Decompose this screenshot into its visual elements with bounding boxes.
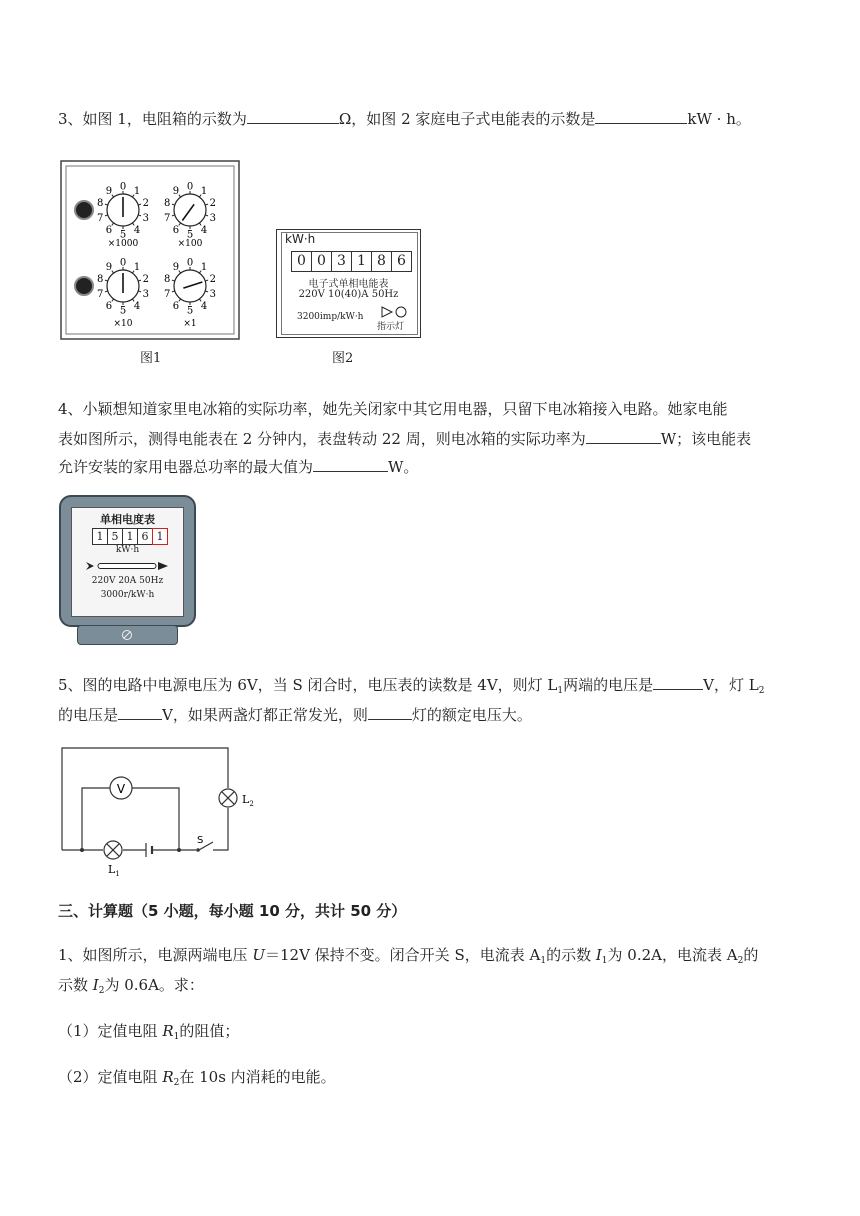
dial-number: 4 xyxy=(200,300,208,312)
var-I2: I xyxy=(92,976,99,994)
q5-blank-lamp[interactable] xyxy=(368,704,412,720)
figure-1-caption: 图1 xyxy=(140,351,162,366)
circuit-graphic xyxy=(58,742,268,882)
c1-l1e: 的 xyxy=(743,946,759,964)
screw-icon xyxy=(121,629,133,641)
c1-l1b: ＝12V 保持不变。闭合开关 S，电流表 A xyxy=(264,946,541,964)
dial-number: 9 xyxy=(105,186,113,198)
dial-number: 6 xyxy=(105,224,113,236)
dial-number: 1 xyxy=(133,186,141,198)
lamp1-label: $L_1$ xyxy=(108,863,120,878)
dial-number: 6 xyxy=(105,300,113,312)
meter-spec: 220V 20A 50Hz xyxy=(91,576,164,586)
c1-p2b: 在 10s 内消耗的电能。 xyxy=(179,1068,336,1086)
c1-p2a: （2）定值电阻 xyxy=(58,1068,163,1086)
terminal-cover xyxy=(77,625,178,645)
meter-digit: 6 xyxy=(391,251,412,272)
var-U: U xyxy=(252,946,265,964)
dial-multiplier: ×10 xyxy=(113,319,133,329)
lamp2-label: $L_2$ xyxy=(242,793,254,808)
q3-text-part3: kW · h。 xyxy=(687,110,751,128)
c1-l2a: 示数 xyxy=(58,976,93,994)
meter-rate: 3000r/kW·h xyxy=(100,590,155,600)
q5-line-2a: 的电压是 xyxy=(58,706,119,724)
figure-2-caption: 图2 xyxy=(332,351,354,366)
dial-number: 1 xyxy=(200,262,208,274)
dial-number: 0 xyxy=(119,181,127,193)
dial-number: 5 xyxy=(186,229,194,241)
dial-number: 3 xyxy=(209,288,217,300)
meter2-digits xyxy=(291,251,412,272)
dial-number: 6 xyxy=(172,300,180,312)
q5-sub-1: 1 xyxy=(557,686,564,696)
c1-part-1 xyxy=(58,1020,239,1048)
q5-line-1b: 两端的电压是 xyxy=(563,676,654,694)
dial-number: 6 xyxy=(172,224,180,236)
q5-line-2 xyxy=(58,704,532,726)
meter2-spec: 220V 10(40)A 50Hz xyxy=(298,289,399,300)
dial-number: 8 xyxy=(163,274,171,286)
q3-text-part2: Ω，如图 2 家庭电子式电能表的示数是 xyxy=(338,110,596,128)
q5-line-2b: V，如果两盏灯都正常发光，则 xyxy=(162,706,368,724)
meter2-imp: 3200imp/kW·h xyxy=(297,312,364,322)
disc-arrow-icon xyxy=(86,560,170,572)
c1-sub-i2: 2 xyxy=(98,986,105,996)
q4-line-1: 4、小颖想知道家里电冰箱的实际功率，她先关闭家中其它用电器，只留下电冰箱接入电路。她家电能 xyxy=(58,400,728,418)
meter-face xyxy=(71,507,184,617)
dial-number: 2 xyxy=(209,198,217,210)
q4-blank-max-power[interactable] xyxy=(313,456,388,472)
dial-number: 1 xyxy=(133,262,141,274)
meter-digits xyxy=(92,528,168,545)
q4-line-2b: W；该电能表 xyxy=(660,430,752,448)
c1-p1b: 的阻值； xyxy=(179,1022,240,1040)
meter-digit: 0 xyxy=(311,251,332,272)
meter-digit: 3 xyxy=(331,251,352,272)
dial-number: 4 xyxy=(200,224,208,236)
meter-digit: 1 xyxy=(122,528,138,545)
meter-digit: 8 xyxy=(371,251,392,272)
dial-number: 5 xyxy=(119,305,127,317)
circuit-diagram xyxy=(58,742,268,886)
c1-sub-i1: 1 xyxy=(601,956,608,966)
dial-number: 9 xyxy=(172,186,180,198)
meter-digit: 0 xyxy=(291,251,312,272)
c1-p1a: （1）定值电阻 xyxy=(58,1022,163,1040)
q4-line-3a: 允许安装的家用电器总功率的最大值为 xyxy=(58,458,314,476)
dial-number: 3 xyxy=(209,212,217,224)
meter-unit: kW·h xyxy=(115,545,140,555)
dial-number: 2 xyxy=(142,198,150,210)
dial-number: 8 xyxy=(96,274,104,286)
c1-line-2 xyxy=(58,974,204,1002)
dial-number: 8 xyxy=(96,198,104,210)
meter-digit: 1 xyxy=(152,528,168,545)
q5-line-1c: V，灯 L xyxy=(703,676,759,694)
meter-digit: 6 xyxy=(137,528,153,545)
q4-blank-power[interactable] xyxy=(586,428,661,444)
dial-multiplier: ×1000 xyxy=(107,239,139,249)
voltmeter-label: V xyxy=(116,782,126,796)
dial-number: 4 xyxy=(133,224,141,236)
meter-digit: 5 xyxy=(107,528,123,545)
q3-blank-energy[interactable] xyxy=(595,108,687,124)
indicator-icon xyxy=(380,305,410,319)
dial-number: 2 xyxy=(142,274,150,286)
dial-number: 9 xyxy=(105,262,113,274)
switch-label: S xyxy=(197,835,204,846)
c1-sub-a2: 2 xyxy=(737,956,744,966)
var-I1: I xyxy=(595,946,602,964)
q3-text xyxy=(58,108,751,130)
var-R2: R xyxy=(162,1068,174,1086)
c1-part-2 xyxy=(58,1066,336,1094)
q5-line-1a: 5、图的电路中电源电压为 6V，当 S 闭合时，电压表的读数是 4V，则灯 L xyxy=(58,676,558,694)
dial-number: 7 xyxy=(163,288,171,300)
c1-l1c: 的示数 xyxy=(546,946,596,964)
dial-number: 7 xyxy=(96,212,104,224)
c1-sub-r1: 1 xyxy=(173,1032,180,1042)
dial-number: 2 xyxy=(209,274,217,286)
q5-blank-l1-voltage[interactable] xyxy=(653,674,703,690)
dial-number: 5 xyxy=(186,305,194,317)
single-phase-meter xyxy=(59,495,196,647)
c1-sub-r2: 2 xyxy=(173,1078,180,1088)
meter2-unit: kW·h xyxy=(285,232,316,246)
dial-number: 0 xyxy=(186,181,194,193)
c1-l1d: 为 0.2A，电流表 A xyxy=(607,946,738,964)
resistance-box-graphic xyxy=(60,160,240,342)
dial-number: 3 xyxy=(142,212,150,224)
meter2-name: 电子式单相电能表 xyxy=(308,279,389,290)
dial-multiplier: ×100 xyxy=(177,239,203,249)
q5-line-1 xyxy=(58,674,764,702)
dial-number: 4 xyxy=(133,300,141,312)
dial-multiplier: ×1 xyxy=(183,319,197,329)
figure-1-resistance-box xyxy=(60,160,240,346)
dial-number: 3 xyxy=(142,288,150,300)
c1-sub-a1: 1 xyxy=(540,956,547,966)
q4-line-2a: 表如图所示，测得电能表在 2 分钟内，表盘转动 22 周，则电冰箱的实际功率为 xyxy=(58,430,586,448)
meter-title: 单相电度表 xyxy=(100,513,155,526)
c1-line-1 xyxy=(58,944,758,972)
dial-number: 5 xyxy=(119,229,127,241)
var-R1: R xyxy=(162,1022,174,1040)
q5-blank-l2-voltage[interactable] xyxy=(118,704,162,720)
dial-number: 0 xyxy=(119,257,127,269)
figure-2-electronic-meter xyxy=(276,229,421,338)
meter-digit: 1 xyxy=(351,251,372,272)
meter-digit: 1 xyxy=(92,528,108,545)
q5-sub-2: 2 xyxy=(758,686,765,696)
q4-line-3b: W。 xyxy=(388,458,419,476)
section-heading: 三、计算题（5 小题，每小题 10 分，共计 50 分） xyxy=(58,902,407,920)
c1-l2b: 为 0.6A。求： xyxy=(104,976,204,994)
q5-line-2c: 灯的额定电压大。 xyxy=(411,706,532,724)
meter2-indicator-label: 指示灯 xyxy=(377,322,405,332)
dial-number: 1 xyxy=(200,186,208,198)
dial-number: 7 xyxy=(163,212,171,224)
dial-number: 8 xyxy=(163,198,171,210)
q3-blank-resistance[interactable] xyxy=(247,108,339,124)
dial-number: 9 xyxy=(172,262,180,274)
dial-number: 7 xyxy=(96,288,104,300)
dial-number: 0 xyxy=(186,257,194,269)
q4-line-3 xyxy=(58,456,418,478)
q4-line-2 xyxy=(58,428,751,450)
q3-text-part1: 3、如图 1，电阻箱的示数为 xyxy=(58,110,247,128)
c1-l1a: 1、如图所示，电源两端电压 xyxy=(58,946,253,964)
